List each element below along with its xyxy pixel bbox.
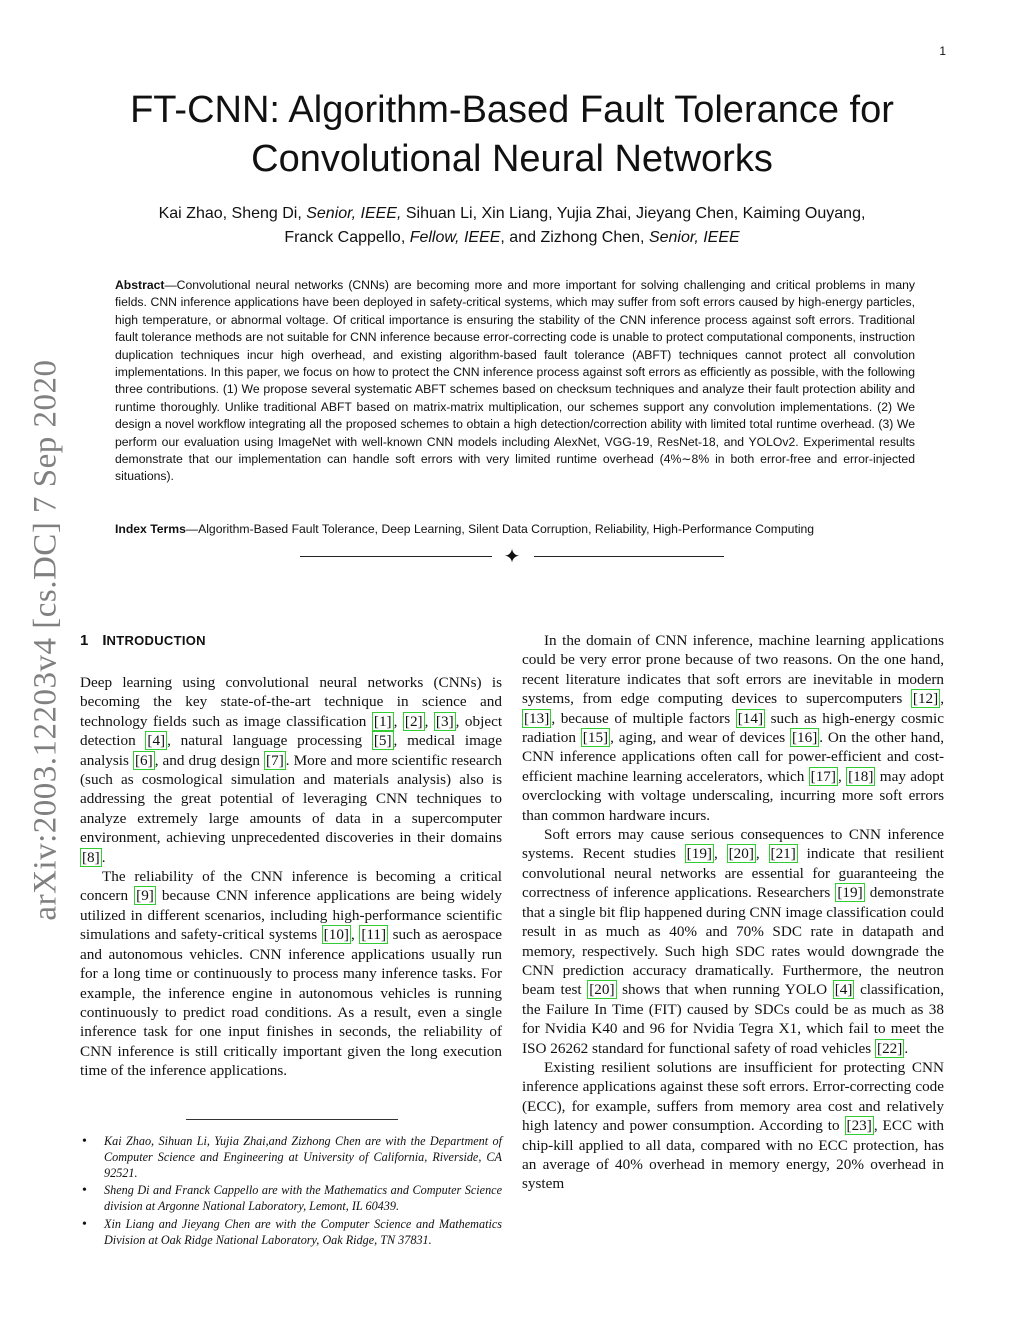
paragraph-text: , ECC with chip-kill applied to all data, compared with no ECC protection, has an average of 40% overhead in memory energy, 20% overhead in system: [522, 1117, 944, 1193]
author-title: Senior, IEEE,: [306, 205, 402, 222]
citation-link[interactable]: [5]: [373, 732, 392, 750]
section-divider: [300, 546, 724, 568]
authors-line-1: [90, 202, 934, 226]
paragraph-text: . On the other hand, CNN inference applications often call for power-efficient and cost-efficient machine learning accelerators, which: [522, 729, 945, 785]
index-terms-label: Index Terms: [115, 522, 186, 536]
citation-link[interactable]: [19]: [837, 884, 863, 902]
citation-link[interactable]: [20]: [728, 845, 754, 863]
paragraph-text: may adopt overclocking with voltage underscaling, incurring more soft errors than common hardware incurs.: [522, 767, 944, 824]
paragraph-text: classification, the Failure In Time (FIT) caused by SDCs could be as much as 38 for Nvidia K40 and 96 for Nvidia Tegra X1, which fail to meet the ISO 26262 standard for functional safety of road vehicles: [522, 981, 944, 1057]
authors-line-2: [90, 226, 934, 250]
paragraph-text: Deep learning using convolutional neural networks (CNNs) is becoming the key state-of-the-art technique in science and technology fields such as image classification: [80, 674, 502, 730]
paragraph-text: . More and more scientific research (such as cosmological simulation and materials analysis) also is addressing the great potential of leveraging CNN techniques to analyze extremely large amounts of data in a supercomputer environment, achieving unprecedented discoveries in their domains: [80, 751, 503, 847]
footnote-text: Kai Zhao, Sihuan Li, Yujia Zhai,and Zizhong Chen are with the Department of Computer Science and Engineering at University of California, Riverside, CA 92521.: [104, 1134, 502, 1180]
citation-link[interactable]: [19]: [686, 845, 712, 863]
footnotes: [80, 1134, 502, 1251]
citation-link[interactable]: [16]: [791, 729, 818, 747]
paragraph-text: ,: [940, 690, 944, 708]
paragraph-text: In the domain of CNN inference, machine learning applications could be very error prone because of two reasons. On the one hand, recent literature indicates that soft errors are inevitable in modern systems, from edge computing devices to supercomputers: [522, 632, 944, 708]
arxiv-identifier[interactable]: arXiv:2003.12203v4 [cs.DC] 7 Sep 2020: [27, 359, 64, 921]
bullet-icon: •: [82, 1216, 87, 1232]
author-names: Franck Cappello,: [284, 229, 410, 246]
abstract-text: —Convolutional neural networks (CNNs) are becoming more and more important for solving challenging and critical problems in many fields. CNN inference applications have been deployed in safety-critical systems, which may suffer from soft errors caused by high-energy particles, high temperature, or abnormal voltage. Of critical importance is ensuring the stability of the CNN inference process against soft errors. Traditional fault tolerance methods are not suitable for CNN inference because error-correcting code is unable to protect computational components, instruction duplication techniques incur high overhead, and existing algorithm-based fault tolerance (ABFT) techniques cannot protect all convolution implementations. In this paper, we focus on how to protect the CNN inference process against soft errors as efficiently as possible, with the following three contributions. (1) We propose several systematic ABFT schemes based on checksum techniques and analyze their fault protection ability and runtime thoroughly. Unlike traditional ABFT based on matrix-matrix multiplication, our schemes support any convolution implementations. (2) We design a novel workflow integrating all the proposed schemes to obtain a high detection/correction ability with limited total runtime overhead. (3) We perform our evaluation using ImageNet with well-known CNN models including AlexNet, VGG-19, ResNet-18, and YOLOv2. Experimental results demonstrate that our implementation can handle soft errors with very limited runtime overhead (4%∼8% in both error-free and error-injected situations).: [115, 278, 915, 484]
author-names: Kai Zhao, Sheng Di,: [158, 205, 307, 222]
bullet-icon: •: [82, 1183, 87, 1199]
citation-link[interactable]: [4]: [147, 732, 166, 750]
citation-link[interactable]: [10]: [323, 926, 349, 944]
abstract: [115, 277, 915, 486]
citation-link[interactable]: [22]: [877, 1039, 903, 1057]
title-line-1: FT-CNN: Algorithm-Based Fault Tolerance for: [130, 89, 894, 131]
section-title-rest: NTRODUCTION: [106, 633, 206, 648]
paragraph-text: , object detection: [80, 712, 503, 750]
citation-link[interactable]: [13]: [524, 709, 550, 727]
citation-link[interactable]: [14]: [737, 709, 764, 727]
paragraph-text: The reliability of the CNN inference is becoming a critical concern: [80, 868, 502, 905]
footnote-affiliation-argonne: [80, 1183, 502, 1215]
paragraph-text: Existing resilient solutions are insufficient for protecting CNN inference applications against these soft errors. Error-correcting code (ECC), for example, suffers from memory area cost and relatively high latency and power consumption. According to: [522, 1058, 944, 1135]
paragraph-text: ,: [350, 926, 360, 944]
section-heading-introduction: [80, 631, 502, 651]
citation-link[interactable]: [21]: [770, 845, 796, 863]
citation-link[interactable]: [6]: [134, 751, 153, 769]
paragraph-text: Soft errors may cause serious consequences to CNN inference systems. Recent studies: [522, 826, 944, 863]
footnote-affiliation-ucr: [80, 1134, 502, 1181]
paragraph-text: .: [101, 848, 106, 866]
paragraph-text: , and drug design: [154, 751, 265, 769]
paragraph-text: ,: [713, 845, 727, 863]
intro-paragraph-5: [522, 1058, 944, 1194]
author-title: Senior, IEEE: [648, 229, 740, 246]
paper-title: [80, 86, 944, 184]
citation-link[interactable]: [15]: [582, 729, 609, 747]
right-column: [522, 631, 944, 1194]
paragraph-text: ,: [755, 845, 769, 863]
paragraph-text: such as aerospace and autonomous vehicles. CNN inference applications usually run for a long time or continuously to process many inference tasks. For example, the inference engine in autonomous vehicles is running continuously to predict road conditions. As a result, even a single inference task for one input finishes in seconds, the reliability of CNN inference is still critically important given the long execution time of the inference applications.: [80, 926, 503, 1080]
page-number: 1: [939, 44, 946, 58]
paragraph-text: shows that when running YOLO: [616, 981, 833, 999]
footnote-rule: [186, 1119, 398, 1120]
citation-link[interactable]: [20]: [589, 981, 615, 999]
citation-link[interactable]: [17]: [810, 767, 836, 785]
paragraph-text: such as high-energy cosmic radiation: [522, 709, 944, 747]
author-list: [90, 202, 934, 250]
paragraph-text: , because of multiple factors: [551, 709, 736, 727]
citation-link[interactable]: [23]: [846, 1117, 872, 1135]
intro-paragraph-4: [522, 825, 944, 1058]
citation-link[interactable]: [9]: [136, 887, 154, 905]
paragraph-text: indicate that resilient convolutional neural networks are essential for guaranteeing the correctness of inference applications. Researchers: [522, 845, 945, 902]
paragraph-text: .: [904, 1039, 909, 1057]
divider-rule-left: [300, 556, 492, 557]
paragraph-text: ,: [393, 712, 403, 730]
divider-rule-right: [534, 556, 724, 557]
title-line-2: Convolutional Neural Networks: [251, 138, 773, 180]
citation-link[interactable]: [8]: [82, 848, 100, 866]
author-names: Sihuan Li, Xin Liang, Yujia Zhai, Jieyang Chen, Kaiming Ouyang,: [401, 205, 866, 222]
paragraph-text: demonstrate that a single bit flip happened during CNN image classification could result in as much as 40% and 70% SDC rate in datapath and memory, respectively. Such high SDC rates would downgrade the CNN prediction accuracy dramatically. Furthermore, the neutron beam test: [522, 884, 944, 999]
index-terms-text: —Algorithm-Based Fault Tolerance, Deep Learning, Silent Data Corruption, Reliability, High-Performance Computing: [185, 522, 815, 536]
bullet-icon: •: [82, 1134, 87, 1149]
section-number: 1: [80, 632, 89, 649]
abstract-label: Abstract: [115, 278, 165, 292]
author-title: Fellow, IEEE: [409, 229, 501, 246]
citation-link[interactable]: [12]: [912, 690, 939, 708]
paragraph-text: because CNN inference applications are being widely utilized in different scenarios, including high-performance scientific simulations and safety-critical systems: [80, 887, 502, 944]
author-names: , and Zizhong Chen,: [500, 229, 649, 246]
left-column: [80, 631, 502, 1081]
footnote-text: Sheng Di and Franck Cappello are with the Mathematics and Computer Science division at Argonne National Laboratory, Lemont, IL 60439.: [104, 1183, 502, 1214]
citation-link[interactable]: [11]: [361, 926, 387, 944]
section-title-initial: I: [102, 632, 107, 649]
footnote-text: Xin Liang and Jieyang Chen are with the Computer Science and Mathematics Division at Oak Ridge National Laboratory, Oak Ridge, TN 37831.: [104, 1216, 502, 1247]
citation-link[interactable]: [2]: [404, 712, 423, 730]
paragraph-text: , medical image analysis: [80, 732, 502, 769]
intro-paragraph-3: [522, 631, 944, 825]
intro-paragraph-1: [80, 673, 502, 867]
paragraph-text: , natural language processing: [167, 732, 372, 750]
citation-link[interactable]: [18]: [848, 767, 874, 785]
paragraph-text: ,: [424, 712, 434, 730]
index-terms: [115, 521, 915, 538]
citation-link[interactable]: [3]: [435, 712, 454, 730]
citation-link[interactable]: [7]: [266, 751, 284, 769]
citation-link[interactable]: [4]: [834, 981, 853, 999]
divider-diamond-icon: ✦: [503, 544, 521, 568]
citation-link[interactable]: [1]: [373, 712, 392, 730]
paragraph-text: , aging, and wear of devices: [610, 729, 790, 747]
paragraph-text: ,: [837, 767, 847, 785]
intro-paragraph-2: [80, 867, 502, 1080]
footnote-affiliation-ornl: [80, 1217, 502, 1249]
